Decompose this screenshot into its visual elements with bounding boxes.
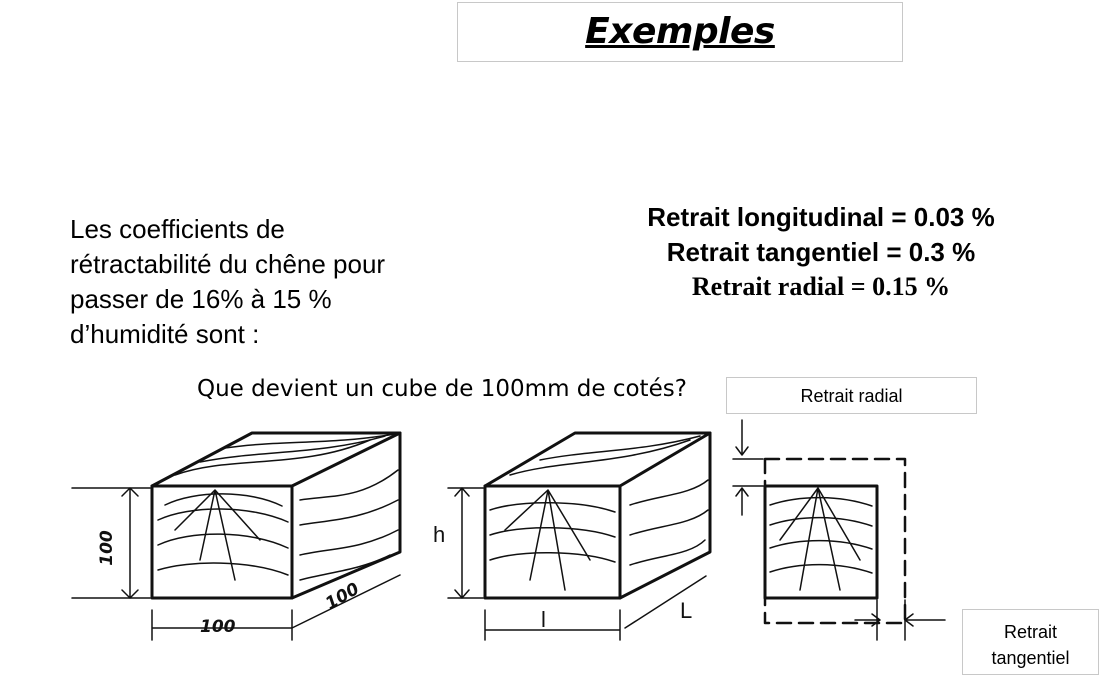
retrait-tangentiel-line1: Retrait bbox=[1003, 622, 1057, 642]
label-l: l bbox=[541, 607, 546, 632]
intro-line: rétractabilité du chêne pour bbox=[70, 249, 386, 279]
coef-longitudinal: Retrait longitudinal = 0.03 % bbox=[647, 202, 995, 232]
dim-height-label: 100 bbox=[97, 530, 117, 566]
slide-title: Exemples bbox=[585, 11, 775, 52]
retrait-tangentiel-callout bbox=[962, 609, 1099, 675]
retrait-tangentiel-line2: tangentiel bbox=[991, 648, 1070, 668]
cube-shrunk bbox=[448, 433, 710, 640]
coef-radial: Retrait radial = 0.15 % bbox=[691, 272, 951, 301]
intro-line: passer de 16% à 15 % bbox=[70, 284, 332, 314]
label-h: h bbox=[433, 522, 446, 547]
cross-section bbox=[733, 420, 945, 640]
intro-line: d’humidité sont : bbox=[70, 319, 260, 349]
question-text: Que devient un cube de 100mm de cotés? bbox=[197, 376, 687, 402]
coef-tangentiel: Retrait tangentiel = 0.3 % bbox=[666, 237, 976, 267]
dim-width-label: 100 bbox=[200, 617, 236, 637]
retrait-radial-callout bbox=[726, 377, 977, 414]
cube-original bbox=[72, 433, 400, 640]
label-L: L bbox=[680, 598, 693, 623]
intro-line: Les coefficients de bbox=[70, 214, 285, 244]
retrait-radial-label: Retrait radial bbox=[800, 386, 903, 406]
dim-depth-label: 100 bbox=[322, 579, 363, 615]
